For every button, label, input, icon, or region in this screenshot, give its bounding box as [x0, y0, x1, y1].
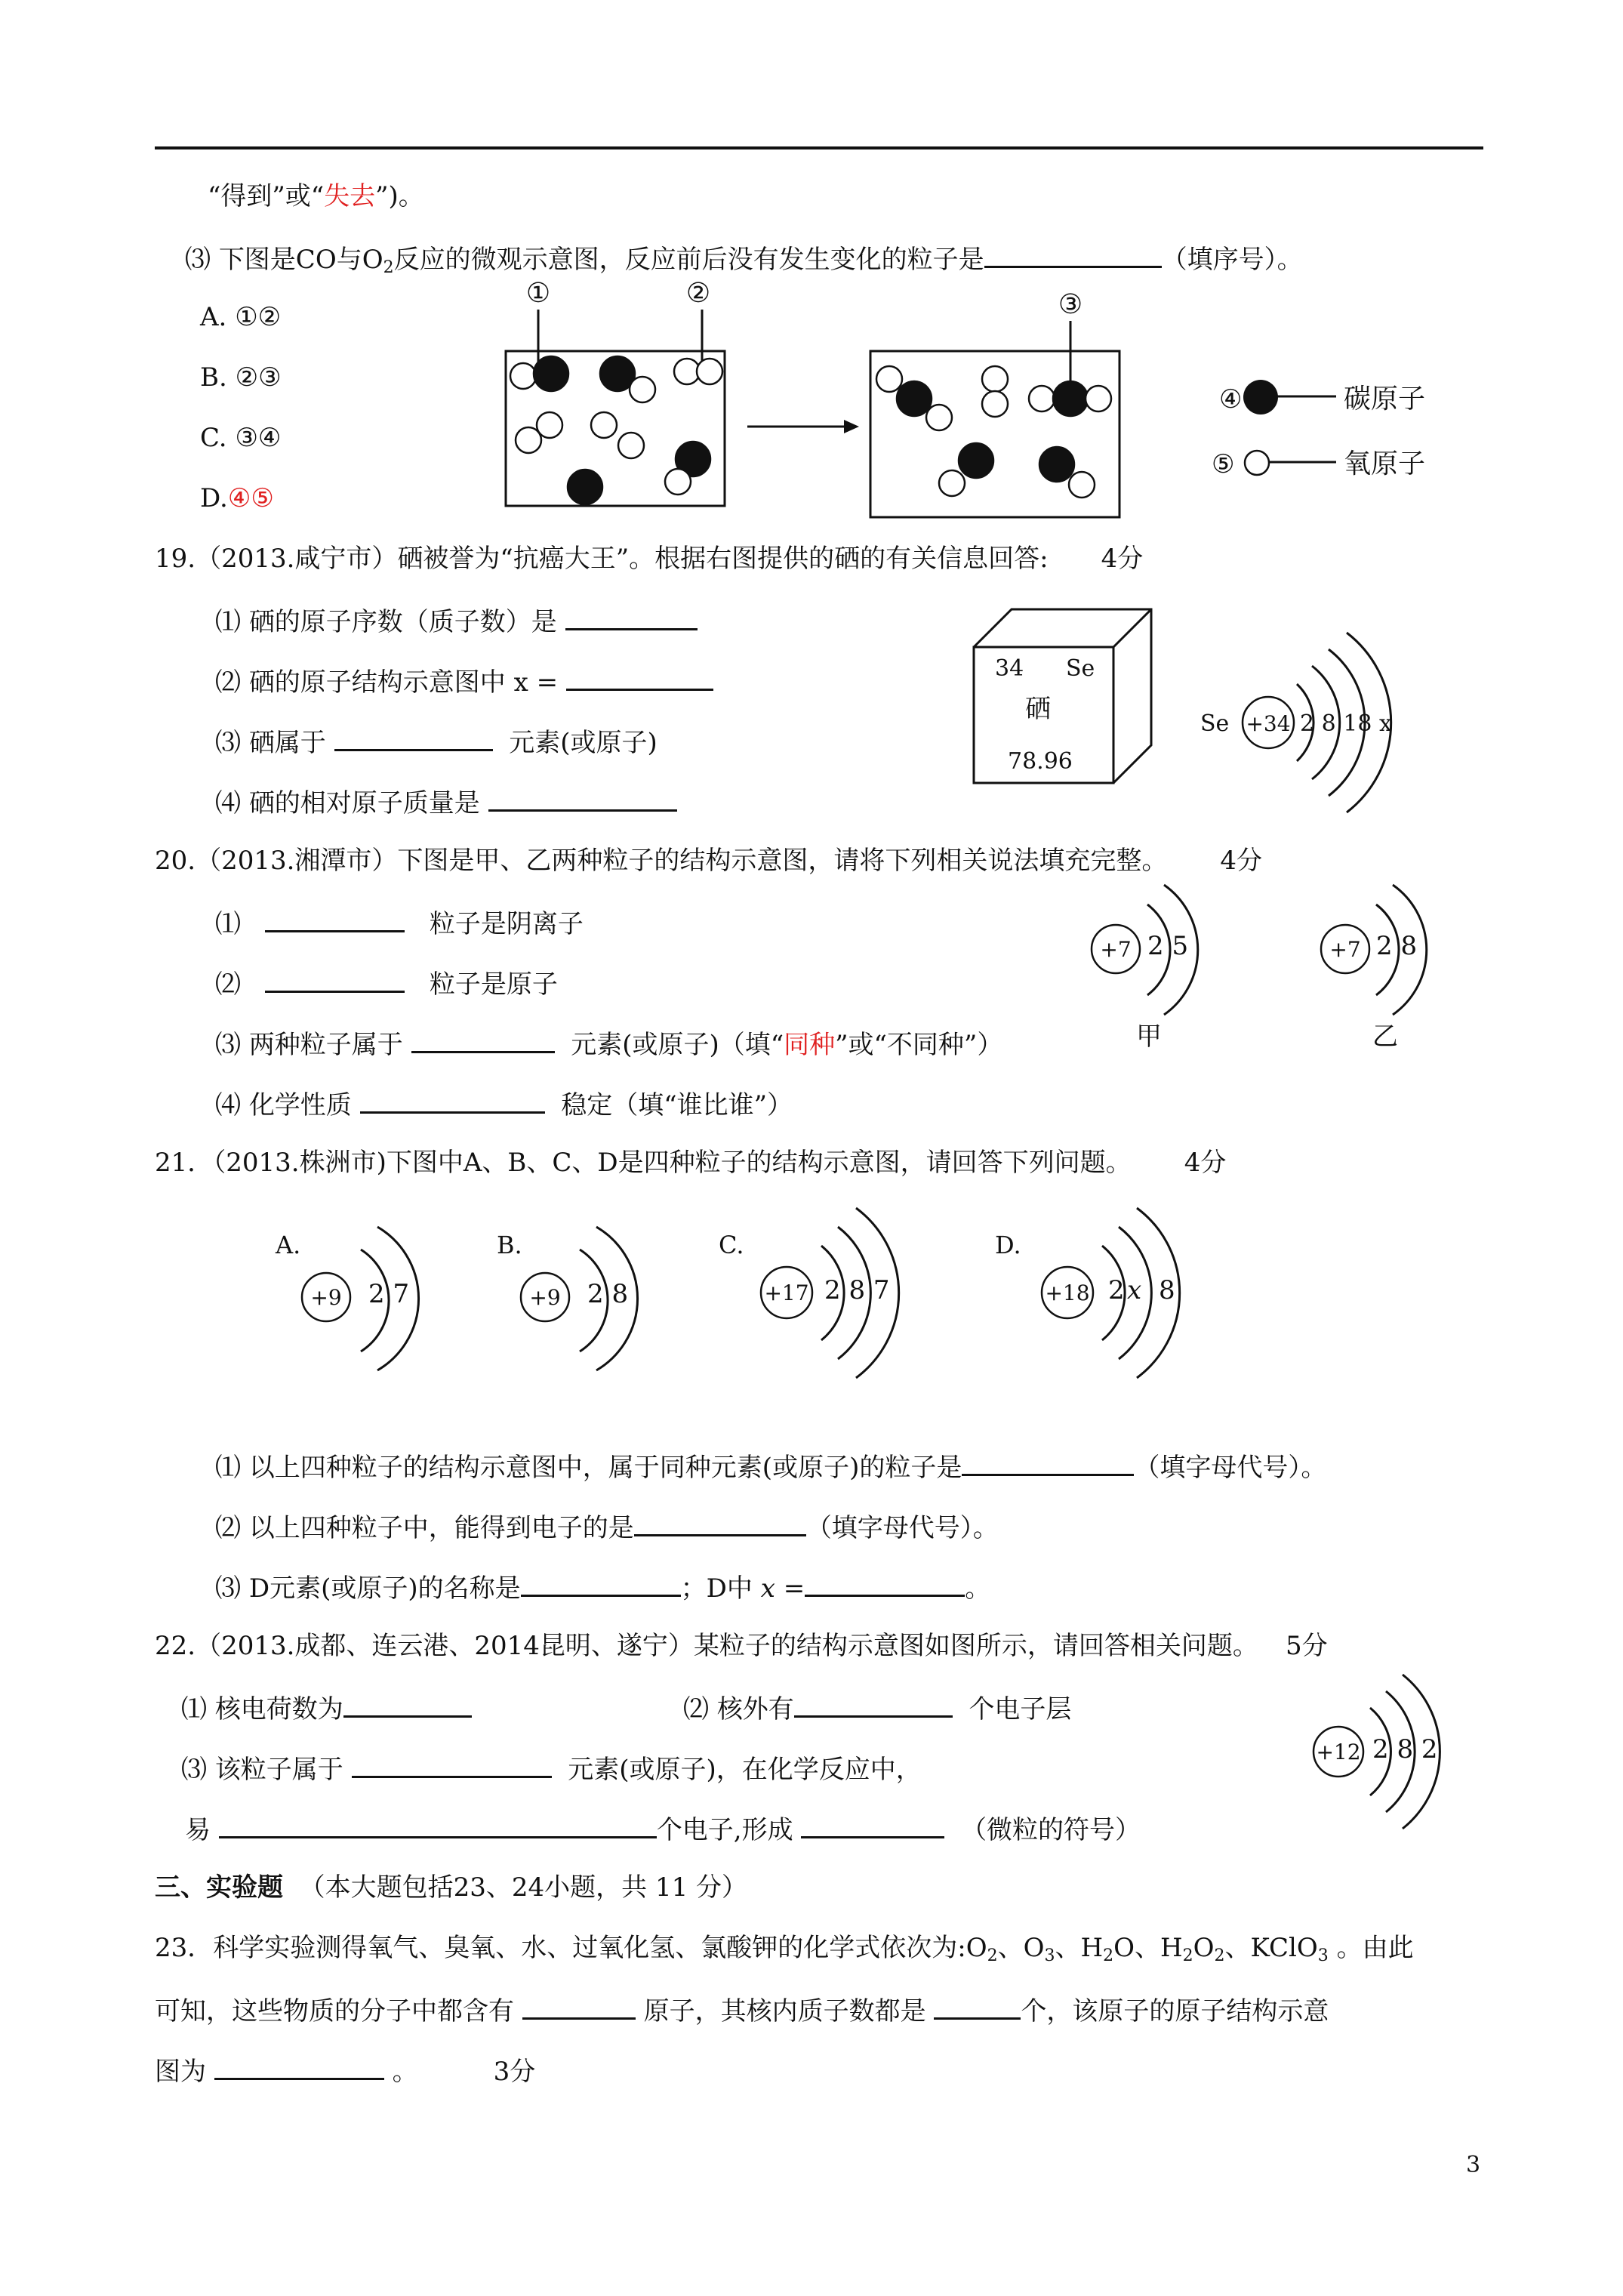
marker2: ② — [685, 278, 711, 309]
legend-carbon-label: 碳原子 — [1344, 384, 1426, 415]
diagram-c-label: C. — [719, 1231, 744, 1259]
q21-score: 4分 — [1184, 1148, 1227, 1178]
q22-nucleus-charge: +12 — [1316, 1740, 1361, 1764]
diagram-c-shells: 2 8 7 — [824, 1275, 890, 1305]
q21-part1: ⑴ 以上四种粒子的结构示意图中，属于同种元素(或原子)的粒子是 （填字母代号）。 — [215, 1448, 1326, 1484]
q20-part2: ⑵ 粒子是原子 — [215, 965, 558, 1001]
q23-line2: 可知，这些物质的分子中都含有 原子，其核内质子数都是 个，该原子的原子结构示意 — [155, 1992, 1329, 2028]
q22-score: 5分 — [1285, 1631, 1328, 1661]
q18-option-a: A. ①② — [200, 302, 282, 332]
cube-symbol: Se — [1066, 655, 1095, 682]
q21-header: 21．（2013.株洲市)下图中A、B、C、D是四种粒子的结构示意图，请回答下列问题。 4分 — [155, 1148, 1227, 1178]
diagram-d-shell-1: 2 — [1108, 1275, 1125, 1305]
jia-shell-electrons: 2 5 — [1147, 931, 1189, 961]
q22-shell-electrons: 2 8 2 — [1372, 1734, 1438, 1764]
q22-part1: ⑴ 核电荷数为 — [181, 1690, 472, 1726]
q23-line1: 23．科学实验测得氧气、臭氧、水、过氧化氢、氯酸钾的化学式依次为$:O_2$、$O_3$、$H_2O$、$H_2O_2$、KClO$_3$ 。由此 — [155, 1933, 1414, 1965]
q22-header: 22.（2013.成都、连云港、2014昆明、遂宁）某粒子的结构示意图如图所示，请回答相关问题。 5分 — [155, 1631, 1328, 1661]
section3-title: 三、实验题 — [155, 1872, 283, 1903]
q20-score: 4分 — [1220, 846, 1263, 876]
diagram-b-charge: +9 — [529, 1285, 561, 1310]
q19-part2: ⑵ 硒的原子结构示意图中 x = — [215, 663, 713, 699]
q23-score: 3分 — [493, 2057, 536, 2087]
page-number: 3 — [1466, 2152, 1481, 2178]
diagram-c-charge: +17 — [764, 1281, 809, 1305]
diagram-a-shells: 2 7 — [368, 1279, 410, 1309]
legend-oxygen-label: 氧原子 — [1344, 448, 1426, 479]
q19-header: 19.（2013.咸宁市）硒被誉为“抗癌大王”。根据右图提供的硒的有关信息回答: 4分 — [155, 544, 1144, 574]
q18-p3-suffix: （填序号）。 — [1161, 245, 1303, 275]
q18-tail-open: “得到”或“ — [208, 181, 325, 211]
legend-carbon-marker: ④ — [1219, 384, 1243, 415]
diagram-d-label: D. — [995, 1231, 1021, 1259]
q22-part2: ⑵ 核外有 个电子层 — [683, 1690, 1071, 1726]
q18-p3-num: ⑶ — [185, 245, 211, 275]
q18-option-d: D.④⑤ — [200, 483, 274, 513]
diagram-a-label: A. — [276, 1231, 301, 1259]
se-shell-electrons: 2 8 18 x — [1300, 710, 1392, 737]
q18-option-b: B. ②③ — [200, 362, 282, 393]
q19-part1: ⑴ 硒的原子序数（质子数）是 — [215, 603, 698, 639]
diagram-a-charge: +9 — [310, 1285, 342, 1310]
q19-part4: ⑷ 硒的相对原子质量是 — [215, 784, 677, 820]
yi-shell-electrons: 2 8 — [1376, 931, 1418, 961]
diagram-b-shells: 2 8 — [587, 1279, 629, 1309]
q22-part3: ⑶ 该粒子属于 元素(或原子)，在化学反应中， — [181, 1750, 922, 1786]
jia-label: 甲 — [1136, 1022, 1162, 1052]
q19-part3: ⑶ 硒属于 元素(或原子) — [215, 723, 658, 760]
legend-oxygen-marker: ⑤ — [1212, 449, 1235, 479]
q20-part1: ⑴ 粒子是阴离子 — [215, 905, 584, 941]
q18-answer-red: 失去 — [324, 181, 376, 211]
q21-part3: ⑶ D元素(或原子)的名称是 ；D中 x = 。 — [215, 1569, 990, 1605]
q22-part4: 易 个电子,形成 （微粒的符号） — [185, 1811, 1141, 1847]
q18-p3-text-a: 下图是CO与O — [218, 245, 383, 275]
answer-blank[interactable] — [934, 1992, 1021, 2020]
q18-tail-close: ”)。 — [375, 181, 424, 211]
q20-part4: ⑷ 化学性质 稳定（填“谁比谁”） — [215, 1086, 793, 1122]
answer-blank[interactable] — [214, 2052, 384, 2080]
q19-score: 4分 — [1101, 544, 1144, 574]
diagram-d-charge: +18 — [1045, 1281, 1090, 1305]
yi-nucleus-charge: +7 — [1329, 937, 1361, 962]
q20-header: 20.（2013.湘潭市）下图是甲、乙两种粒子的结构示意图，请将下列相关说法填充完整。 4分 — [155, 846, 1263, 876]
yi-label: 乙 — [1372, 1022, 1398, 1052]
cube-atomic-number: 34 — [995, 655, 1024, 682]
marker3: ③ — [1058, 289, 1083, 320]
cube-mass: 78.96 — [1008, 748, 1073, 775]
q20-part3: ⑶ 两种粒子属于 元素(或原子)（填“同种”或“不同种”） — [215, 1025, 1002, 1062]
diagram-d-shell-x: x — [1127, 1275, 1142, 1305]
answer-blank[interactable] — [522, 1992, 636, 2020]
q23-line3: 图为 。 3分 — [155, 2052, 535, 2088]
q18-p3-text-b: 反应的微观示意图，反应前后没有发生变化的粒子是 — [393, 245, 984, 275]
section3-heading — [155, 1871, 747, 1904]
q18-p3-sub: 2 — [383, 258, 394, 277]
q21-part2: ⑵ 以上四种粒子中，能得到电子的是 （填字母代号）。 — [215, 1509, 999, 1545]
section3-note: （本大题包括23、24小题，共 11 分） — [299, 1872, 748, 1903]
diagram-d-shell-3: 8 — [1159, 1275, 1175, 1305]
diagram-b-label: B. — [497, 1231, 522, 1259]
cube-name: 硒 — [1025, 694, 1051, 724]
se-nucleus-charge: +34 — [1246, 711, 1291, 736]
q18-option-c: C. ③④ — [200, 423, 282, 453]
marker1: ① — [525, 278, 551, 309]
se-atom-symbol: Se — [1200, 710, 1230, 737]
jia-nucleus-charge: +7 — [1100, 937, 1132, 962]
